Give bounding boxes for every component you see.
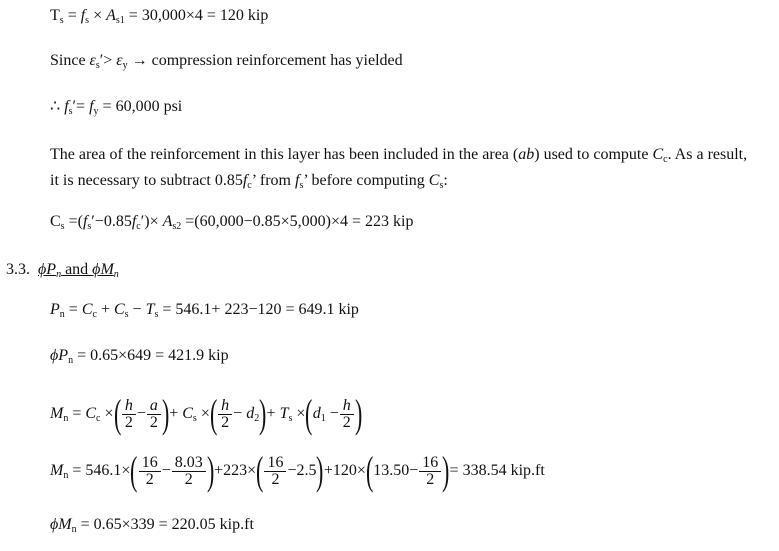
equation-fs-prime: ∴ $f_s'= f_y = 60,000$ psi <box>50 98 183 117</box>
section-header: 3.3. $\phi P_n$ and $\phi M_n$ <box>6 261 119 280</box>
paragraph-line-2: it is necessary to subtract $0.85f_c$’ from $f_s$’ before computing $C_s$: <box>50 172 448 191</box>
equation-mn-symbolic: $M_n = C_c$ ×( $\frac{h}{2}$ − $\frac{a}{2}$ )+ $C_s$ ×( $\frac{h}{2}$ − $d_2)+ T_s \times(d_1$ − $\frac{h}{2}$ ) <box>50 391 363 437</box>
equation-ts: $T_s = f_s \times A_{s1} = 30,000\times 4 = 120$ kip <box>50 7 269 26</box>
paragraph-line-1: The area of the reinforcement in this layer has been included in the area (ab) used to compute $C_c$. As a result, <box>50 146 748 165</box>
equation-phi-pn: $\phi P_n = 0.65\times 649 = 421.9$ kip <box>50 347 229 366</box>
equation-mn-numeric: $M_n = 546.1\times$( $\frac{16}{2}$ − $\frac{8.03}{2}$ )+223×( $\frac{16}{2}$ −2.5)+120×(13.50− $\frac{16}{2}$ )= 338.54 kip.ft <box>50 448 545 494</box>
equation-cs: $C_s =(f_s'-0.85f_c')\times A_{s2} =(60,000-0.85\times 5,000)\times 4 = 223$ kip <box>50 213 414 232</box>
equation-pn: $P_n = C_c + C_s - T_s = 546.1+ 223-120 = 649.1$ kip <box>50 301 359 320</box>
yield-statement: Since $\varepsilon_s'> \varepsilon_y$ → compression reinforcement has yielded <box>50 52 403 71</box>
equation-phi-mn: $\phi M_n = 0.65\times 339 = 220.05$ kip.ft <box>50 516 254 535</box>
